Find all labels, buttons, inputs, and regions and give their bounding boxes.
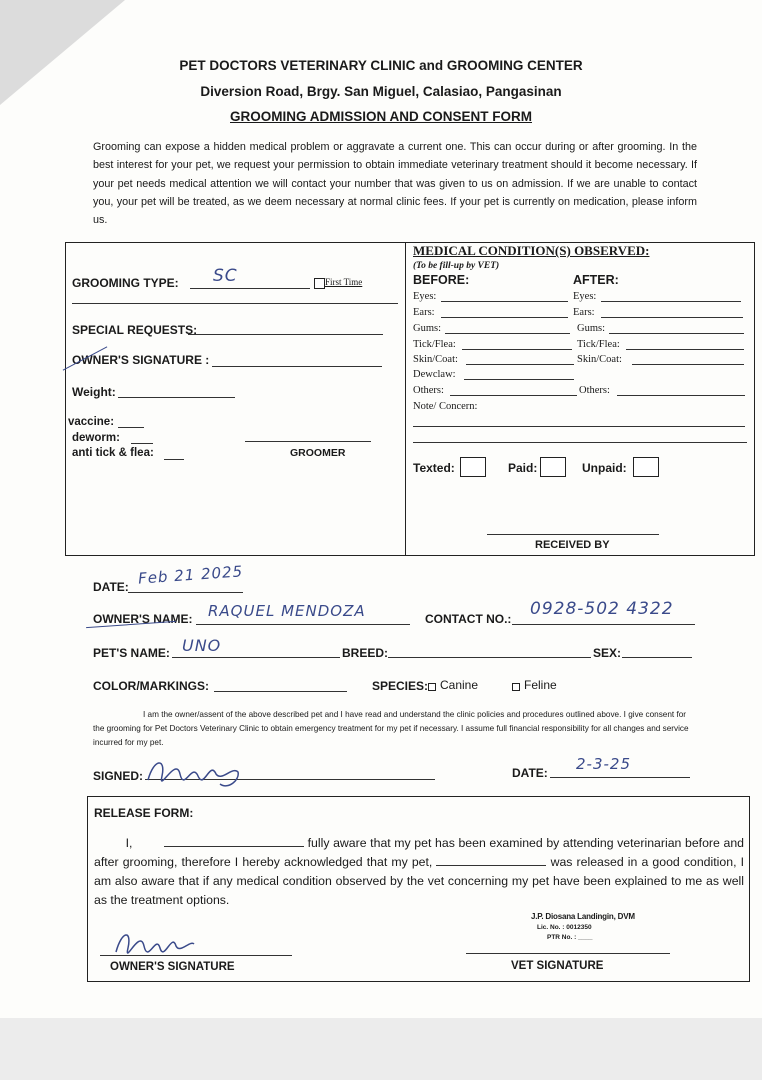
- weight-line[interactable]: [118, 397, 235, 398]
- vaccine-line[interactable]: [118, 427, 144, 428]
- grooming-type-extra-line: [72, 303, 398, 304]
- before-others: Others:: [413, 385, 444, 396]
- before-tick: Tick/Flea:: [413, 339, 456, 350]
- weight-label: Weight:: [72, 385, 116, 399]
- scan-margin: [0, 1018, 762, 1080]
- texted-label: Texted:: [413, 461, 455, 475]
- owner-name-value[interactable]: RAQUEL MENDOZA: [208, 602, 366, 620]
- breed-line[interactable]: [388, 657, 591, 658]
- after-eyes-line[interactable]: [601, 301, 741, 302]
- before-dewclaw: Dewclaw:: [413, 369, 456, 380]
- vet-signature-line[interactable]: [466, 953, 670, 954]
- deworm-line[interactable]: [131, 443, 153, 444]
- release-pet-name-line[interactable]: [436, 853, 546, 866]
- color-markings-line[interactable]: [214, 691, 347, 692]
- release-owner-signature-label: OWNER'S SIGNATURE: [110, 961, 235, 973]
- anti-tick-line[interactable]: [164, 459, 184, 460]
- before-gums: Gums:: [413, 323, 442, 334]
- paid-checkbox[interactable]: [540, 457, 566, 477]
- species-label: SPECIES:: [372, 679, 429, 693]
- contact-line[interactable]: [512, 624, 695, 625]
- after-tick: Tick/Flea:: [577, 339, 620, 350]
- release-text: [94, 834, 744, 910]
- note-line-2[interactable]: [413, 442, 747, 443]
- after-skin: Skin/Coat:: [577, 354, 622, 365]
- after-skin-line[interactable]: [632, 364, 744, 365]
- pet-name-label: PET'S NAME:: [93, 646, 170, 660]
- canine-label: Canine: [440, 678, 479, 692]
- vet-name: J.P. Diosana Landingin, DVM: [531, 912, 635, 921]
- before-others-line[interactable]: [450, 395, 577, 396]
- before-eyes-line[interactable]: [441, 301, 568, 302]
- first-time-checkbox[interactable]: [314, 278, 325, 289]
- before-ears: Ears:: [413, 307, 435, 318]
- before-label: BEFORE:: [413, 273, 470, 287]
- after-gums: Gums:: [577, 323, 606, 334]
- vaccine-label: vaccine:: [68, 416, 115, 428]
- before-ears-line[interactable]: [441, 317, 568, 318]
- before-skin-line[interactable]: [466, 364, 574, 365]
- owner-name-label: OWNER'S NAME:: [93, 612, 193, 626]
- note-label: Note/ Concern:: [413, 401, 478, 412]
- signed-date-line[interactable]: [550, 777, 690, 778]
- release-owner-signature-drawing: [110, 922, 200, 962]
- after-ears: Ears:: [573, 307, 595, 318]
- owner-signature-drawing: [140, 752, 250, 792]
- sex-label: SEX:: [593, 646, 622, 660]
- vet-lic-no: Lic. No. : 0012350: [537, 924, 592, 931]
- groomer-line[interactable]: [245, 441, 371, 442]
- after-gums-line[interactable]: [609, 333, 744, 334]
- intro-paragraph: Grooming can expose a hidden medical problem or aggravate a current one. This can occur during or after grooming. In the best interest for your pet, we request your permission to obtain immediate veterinary treatment should it become necessary. If your pet needs medical attention we will contact your number that was given to us on admission. If we are unable to contact you, your pet will be treated, as we deem necessary at normal clinic fees. If your pet is currently on medication, please inform us.: [93, 141, 697, 227]
- box-divider: [405, 243, 406, 555]
- release-text-part1: fully aware that my pet has been examined by attending veterinarian before and after grooming, therefore I hereby acknowledged that my pet,: [94, 836, 744, 869]
- grooming-type-value[interactable]: SC: [213, 266, 238, 286]
- signed-date-value[interactable]: 2-3-25: [576, 755, 631, 773]
- contact-label: CONTACT NO.:: [425, 612, 512, 626]
- before-gums-line[interactable]: [445, 333, 570, 334]
- sex-line[interactable]: [622, 657, 692, 658]
- signed-label: SIGNED:: [93, 769, 144, 783]
- date-line[interactable]: [128, 592, 243, 593]
- texted-checkbox[interactable]: [460, 457, 486, 477]
- before-skin: Skin/Coat:: [413, 354, 458, 365]
- first-time-label: First Time: [325, 277, 363, 287]
- date-value[interactable]: Feb 21 2025: [137, 562, 244, 588]
- unpaid-checkbox[interactable]: [633, 457, 659, 477]
- clinic-address: Diversion Road, Brgy. San Miguel, Calasiao, Pangasinan: [200, 84, 562, 99]
- after-label: AFTER:: [573, 273, 619, 287]
- pet-name-value[interactable]: UNO: [182, 636, 222, 655]
- special-requests-label: SPECIAL REQUESTS:: [72, 323, 198, 337]
- received-by-line[interactable]: [487, 534, 659, 535]
- anti-tick-label: anti tick & flea:: [72, 447, 154, 459]
- owner-name-line[interactable]: [196, 624, 410, 625]
- before-eyes: Eyes:: [413, 291, 437, 302]
- deworm-label: deworm:: [72, 432, 120, 444]
- date-label: DATE:: [93, 580, 129, 594]
- feline-label: Feline: [524, 678, 557, 692]
- groomer-label: GROOMER: [290, 447, 346, 459]
- after-ears-line[interactable]: [601, 317, 743, 318]
- contact-value[interactable]: 0928-502 4322: [530, 599, 674, 619]
- release-title: RELEASE FORM:: [94, 806, 194, 820]
- consent-text: I am the owner/assent of the above described pet and I have read and understand the clinic policies and procedures outlined above. I give consent for the grooming for Pet Doctors Veterinary Clinic to obtain emergency treatment for my pet if necessary. I assume full financial responsibility for all changes and service incurred for my pet.: [93, 710, 689, 747]
- pet-name-line[interactable]: [172, 657, 340, 658]
- after-tick-line[interactable]: [626, 349, 744, 350]
- breed-label: BREED:: [342, 646, 389, 660]
- grooming-type-label: GROOMING TYPE:: [72, 276, 179, 290]
- after-others-line[interactable]: [617, 395, 745, 396]
- special-requests-line[interactable]: [188, 334, 383, 335]
- medical-title: MEDICAL CONDITION(S) OBSERVED:: [413, 243, 650, 258]
- release-text-part2: was released in a good condition, I am also aware that if any medical condition observed by the vet concerning my pet have been explained to me as well as the treatment options.: [94, 855, 745, 907]
- before-tick-line[interactable]: [462, 349, 572, 350]
- vet-ptr-no: PTR No. : ____: [547, 934, 593, 941]
- received-by-label: RECEIVED BY: [535, 539, 610, 551]
- note-line-1[interactable]: [413, 426, 745, 427]
- grooming-type-line: [190, 288, 310, 289]
- after-others: Others:: [579, 385, 610, 396]
- signed-date-label: DATE:: [512, 766, 548, 780]
- medical-subtitle: (To be fill-up by VET): [413, 261, 500, 271]
- feline-checkbox[interactable]: [512, 683, 520, 691]
- canine-checkbox[interactable]: [428, 683, 436, 691]
- before-dewclaw-line[interactable]: [464, 379, 574, 380]
- owner-signature-line[interactable]: [212, 366, 382, 367]
- release-owner-signature-line[interactable]: [100, 955, 292, 956]
- vet-signature-label: VET SIGNATURE: [511, 960, 604, 972]
- release-owner-name-line[interactable]: [164, 834, 304, 847]
- color-markings-label: COLOR/MARKINGS:: [93, 679, 209, 693]
- clinic-name: PET DOCTORS VETERINARY CLINIC and GROOMING CENTER: [179, 58, 583, 73]
- form-title: GROOMING ADMISSION AND CONSENT FORM: [230, 109, 532, 124]
- owner-signature-label: OWNER'S SIGNATURE :: [72, 353, 210, 367]
- paid-label: Paid:: [508, 461, 538, 475]
- unpaid-label: Unpaid:: [582, 461, 627, 475]
- after-eyes: Eyes:: [573, 291, 597, 302]
- release-i-label: I,: [125, 836, 133, 850]
